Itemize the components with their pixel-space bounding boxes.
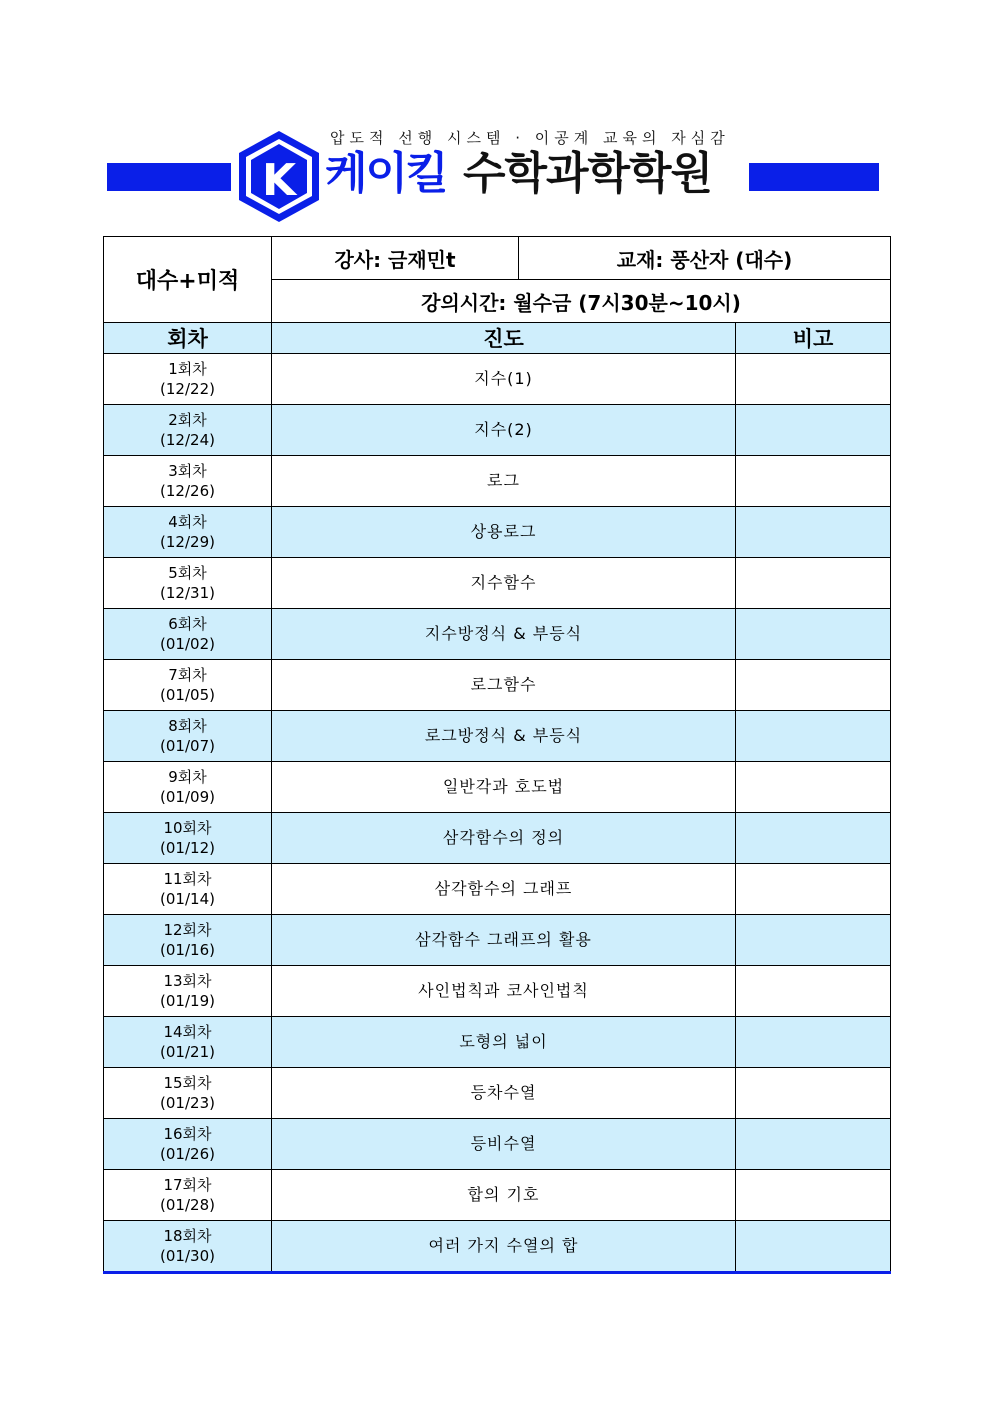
session-cell — [104, 864, 272, 915]
note-cell — [736, 1170, 891, 1221]
session-label: 5회차 — [168, 564, 207, 582]
table-row — [104, 1017, 891, 1068]
table-row — [104, 711, 891, 762]
session-label: 7회차 — [168, 666, 207, 684]
session-cell — [104, 456, 272, 507]
session-label: 8회차 — [168, 717, 207, 735]
session-cell — [104, 813, 272, 864]
note-cell — [736, 354, 891, 405]
session-date: (01/16) — [160, 941, 215, 959]
note-cell — [736, 609, 891, 660]
session-date: (01/14) — [160, 890, 215, 908]
session-date: (01/30) — [160, 1247, 215, 1265]
session-cell — [104, 915, 272, 966]
session-cell — [104, 609, 272, 660]
column-header-note: 비고 — [736, 323, 891, 354]
note-cell — [736, 813, 891, 864]
session-label: 17회차 — [163, 1176, 212, 1194]
topic-cell: 등비수열 — [272, 1119, 736, 1170]
note-cell — [736, 507, 891, 558]
session-label: 16회차 — [163, 1125, 212, 1143]
topic-cell: 지수(1) — [272, 354, 736, 405]
topic-cell: 로그함수 — [272, 660, 736, 711]
table-row — [104, 1170, 891, 1221]
session-date: (01/07) — [160, 737, 215, 755]
topic-cell: 여러 가지 수열의 합 — [272, 1221, 736, 1273]
header-bar-left — [107, 163, 231, 191]
table-row — [104, 762, 891, 813]
session-label: 4회차 — [168, 513, 207, 531]
course-info-row — [104, 237, 891, 280]
session-label: 15회차 — [163, 1074, 212, 1092]
note-cell — [736, 966, 891, 1017]
note-cell — [736, 558, 891, 609]
topic-cell: 등차수열 — [272, 1068, 736, 1119]
topic-cell: 사인법칙과 코사인법칙 — [272, 966, 736, 1017]
session-date: (12/22) — [160, 380, 215, 398]
table-row — [104, 1068, 891, 1119]
topic-cell: 로그방정식 & 부등식 — [272, 711, 736, 762]
session-date: (01/23) — [160, 1094, 215, 1112]
note-cell — [736, 915, 891, 966]
session-label: 11회차 — [163, 870, 212, 888]
schedule-table — [103, 236, 891, 1274]
session-date: (01/19) — [160, 992, 215, 1010]
session-cell — [104, 1170, 272, 1221]
session-date: (12/31) — [160, 584, 215, 602]
table-row — [104, 966, 891, 1017]
topic-cell: 지수(2) — [272, 405, 736, 456]
session-date: (01/02) — [160, 635, 215, 653]
session-label: 12회차 — [163, 921, 212, 939]
note-cell — [736, 660, 891, 711]
textbook: 교재: 풍산자 (대수) — [519, 237, 891, 280]
session-date: (01/05) — [160, 686, 215, 704]
topic-cell: 일반각과 호도법 — [272, 762, 736, 813]
topic-cell: 지수방정식 & 부등식 — [272, 609, 736, 660]
session-label: 13회차 — [163, 972, 212, 990]
session-label: 3회차 — [168, 462, 207, 480]
instructor: 강사: 금재민t — [272, 237, 519, 280]
table-row — [104, 1221, 891, 1273]
session-label: 18회차 — [163, 1227, 212, 1245]
session-date: (01/26) — [160, 1145, 215, 1163]
session-cell — [104, 660, 272, 711]
session-cell — [104, 405, 272, 456]
class-time: 강의시간: 월수금 (7시30분~10시) — [272, 280, 891, 323]
session-date: (12/26) — [160, 482, 215, 500]
column-header-session: 회차 — [104, 323, 272, 354]
session-cell — [104, 966, 272, 1017]
table-row — [104, 507, 891, 558]
session-label: 2회차 — [168, 411, 207, 429]
brand-name-secondary: 수학과학학원 — [463, 148, 713, 199]
session-cell — [104, 711, 272, 762]
session-date: (12/29) — [160, 533, 215, 551]
session-cell — [104, 1068, 272, 1119]
table-row — [104, 456, 891, 507]
table-row — [104, 558, 891, 609]
table-row — [104, 813, 891, 864]
course-name: 대수+미적 — [104, 237, 272, 323]
session-cell — [104, 354, 272, 405]
table-row — [104, 1119, 891, 1170]
note-cell — [736, 762, 891, 813]
session-cell — [104, 1119, 272, 1170]
session-rows — [104, 354, 891, 1273]
session-date: (01/28) — [160, 1196, 215, 1214]
table-row — [104, 405, 891, 456]
table-row — [104, 915, 891, 966]
table-header — [104, 323, 891, 354]
topic-cell: 합의 기호 — [272, 1170, 736, 1221]
topic-cell: 삼각함수의 정의 — [272, 813, 736, 864]
session-label: 9회차 — [168, 768, 207, 786]
table-row — [104, 660, 891, 711]
topic-cell: 삼각함수의 그래프 — [272, 864, 736, 915]
header-bar-right — [749, 163, 879, 191]
note-cell — [736, 1017, 891, 1068]
table-row — [104, 864, 891, 915]
note-cell — [736, 711, 891, 762]
note-cell — [736, 1068, 891, 1119]
session-cell — [104, 558, 272, 609]
session-cell — [104, 1221, 272, 1273]
k-logo-icon — [237, 129, 321, 224]
session-cell — [104, 507, 272, 558]
note-cell — [736, 456, 891, 507]
note-cell — [736, 1119, 891, 1170]
session-cell — [104, 762, 272, 813]
session-date: (01/21) — [160, 1043, 215, 1061]
svg-text:K: K — [261, 155, 297, 206]
session-cell — [104, 1017, 272, 1068]
session-label: 1회차 — [168, 360, 207, 378]
topic-cell: 도형의 넓이 — [272, 1017, 736, 1068]
session-label: 14회차 — [163, 1023, 212, 1041]
topic-cell: 지수함수 — [272, 558, 736, 609]
note-cell — [736, 864, 891, 915]
note-cell — [736, 1221, 891, 1273]
slogan: 압도적 선행 시스템 · 이공계 교육의 자심감 — [330, 129, 730, 147]
academy-header — [0, 0, 992, 235]
session-label: 10회차 — [163, 819, 212, 837]
topic-cell: 로그 — [272, 456, 736, 507]
table-row — [104, 354, 891, 405]
topic-cell: 상용로그 — [272, 507, 736, 558]
column-header-progress: 진도 — [272, 323, 736, 354]
table-row — [104, 609, 891, 660]
brand-name-primary: 케이킬 — [325, 148, 447, 199]
session-label: 6회차 — [168, 615, 207, 633]
note-cell — [736, 405, 891, 456]
session-date: (12/24) — [160, 431, 215, 449]
topic-cell: 삼각함수 그래프의 활용 — [272, 915, 736, 966]
session-date: (01/09) — [160, 788, 215, 806]
session-date: (01/12) — [160, 839, 215, 857]
